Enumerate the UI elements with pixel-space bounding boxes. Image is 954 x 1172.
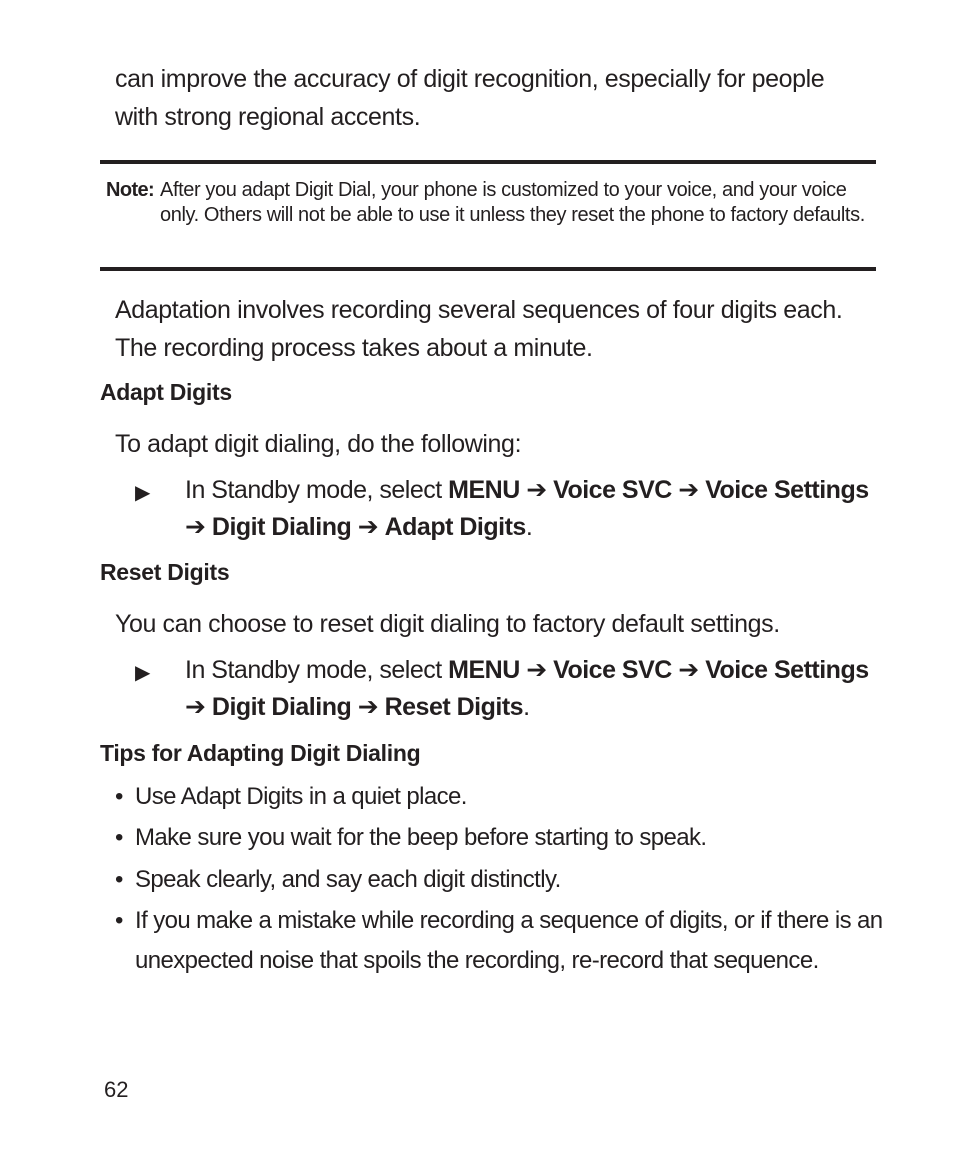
- intro-line-1: can improve the accuracy of digit recognition, especially for people: [115, 65, 825, 93]
- reset-digits-label: Reset Digits: [384, 693, 524, 721]
- page-number: 62: [104, 1077, 129, 1102]
- arrow-icon: ➔: [678, 476, 699, 504]
- voice-settings-label: Voice Settings: [705, 656, 869, 684]
- adapt-digits-intro: To adapt digit dialing, do the following:: [115, 430, 522, 458]
- adapt-digits-heading: Adapt Digits: [100, 379, 232, 405]
- tip-text: Make sure you wait for the beep before starting to speak.: [135, 824, 707, 851]
- note-text: After you adapt Digit Dial, your phone is customized to your voice, and your voice only. Others will not be able to use it unless they reset the phone to factory defaults.: [160, 179, 865, 226]
- arrow-icon: ➔: [678, 656, 699, 684]
- step-period: .: [525, 513, 533, 541]
- note-bottom-rule: [100, 267, 876, 271]
- note-top-rule: [100, 160, 876, 164]
- tips-heading: Tips for Adapting Digit Dialing: [100, 740, 421, 766]
- adaptation-line-1: Adaptation involves recording several sequences of four digits each.: [115, 296, 843, 324]
- voice-settings-label: Voice Settings: [705, 476, 869, 504]
- arrow-icon: ➔: [526, 656, 547, 684]
- intro-line-2: with strong regional accents.: [115, 103, 421, 131]
- reset-digits-step-text: [185, 652, 885, 726]
- arrow-icon: ➔: [357, 693, 379, 721]
- bullet-dot-icon: •: [115, 866, 123, 893]
- reset-digits-heading: Reset Digits: [100, 559, 230, 585]
- note-label: Note:: [106, 179, 155, 201]
- tip-text: Speak clearly, and say each digit distinctly.: [135, 866, 561, 893]
- arrow-icon: ➔: [185, 513, 206, 541]
- step-prefix: In Standby mode, select: [185, 476, 449, 504]
- step-bullet-icon: ▶: [135, 482, 151, 504]
- bullet-dot-icon: •: [115, 907, 123, 934]
- adapt-digits-step-text: [185, 472, 885, 546]
- digit-dialing-label: Digit Dialing: [211, 693, 352, 721]
- adaptation-paragraph: [115, 291, 885, 367]
- arrow-icon: ➔: [185, 693, 206, 721]
- digit-dialing-label: Digit Dialing: [211, 513, 352, 541]
- adapt-digits-label: Adapt Digits: [384, 513, 526, 541]
- tip-text: Use Adapt Digits in a quiet place.: [135, 783, 467, 810]
- bullet-dot-icon: •: [115, 824, 123, 851]
- step-period: .: [523, 693, 530, 721]
- tip-text: If you make a mistake while recording a sequence of digits, or if there is an unexpected noise that spoils the recording, re-record that sequence.: [135, 907, 883, 974]
- voice-svc-label: Voice SVC: [553, 656, 672, 684]
- voice-svc-label: Voice SVC: [553, 476, 672, 504]
- arrow-icon: ➔: [357, 513, 379, 541]
- menu-label: MENU: [448, 656, 520, 684]
- bullet-dot-icon: •: [115, 783, 123, 810]
- intro-paragraph: [115, 60, 885, 136]
- adaptation-line-2: The recording process takes about a minute.: [115, 334, 593, 362]
- step-prefix: In Standby mode, select: [185, 656, 449, 684]
- step-bullet-icon: ▶: [135, 662, 151, 684]
- menu-label: MENU: [448, 476, 520, 504]
- arrow-icon: ➔: [526, 476, 547, 504]
- reset-digits-intro: You can choose to reset digit dialing to factory default settings.: [115, 610, 780, 638]
